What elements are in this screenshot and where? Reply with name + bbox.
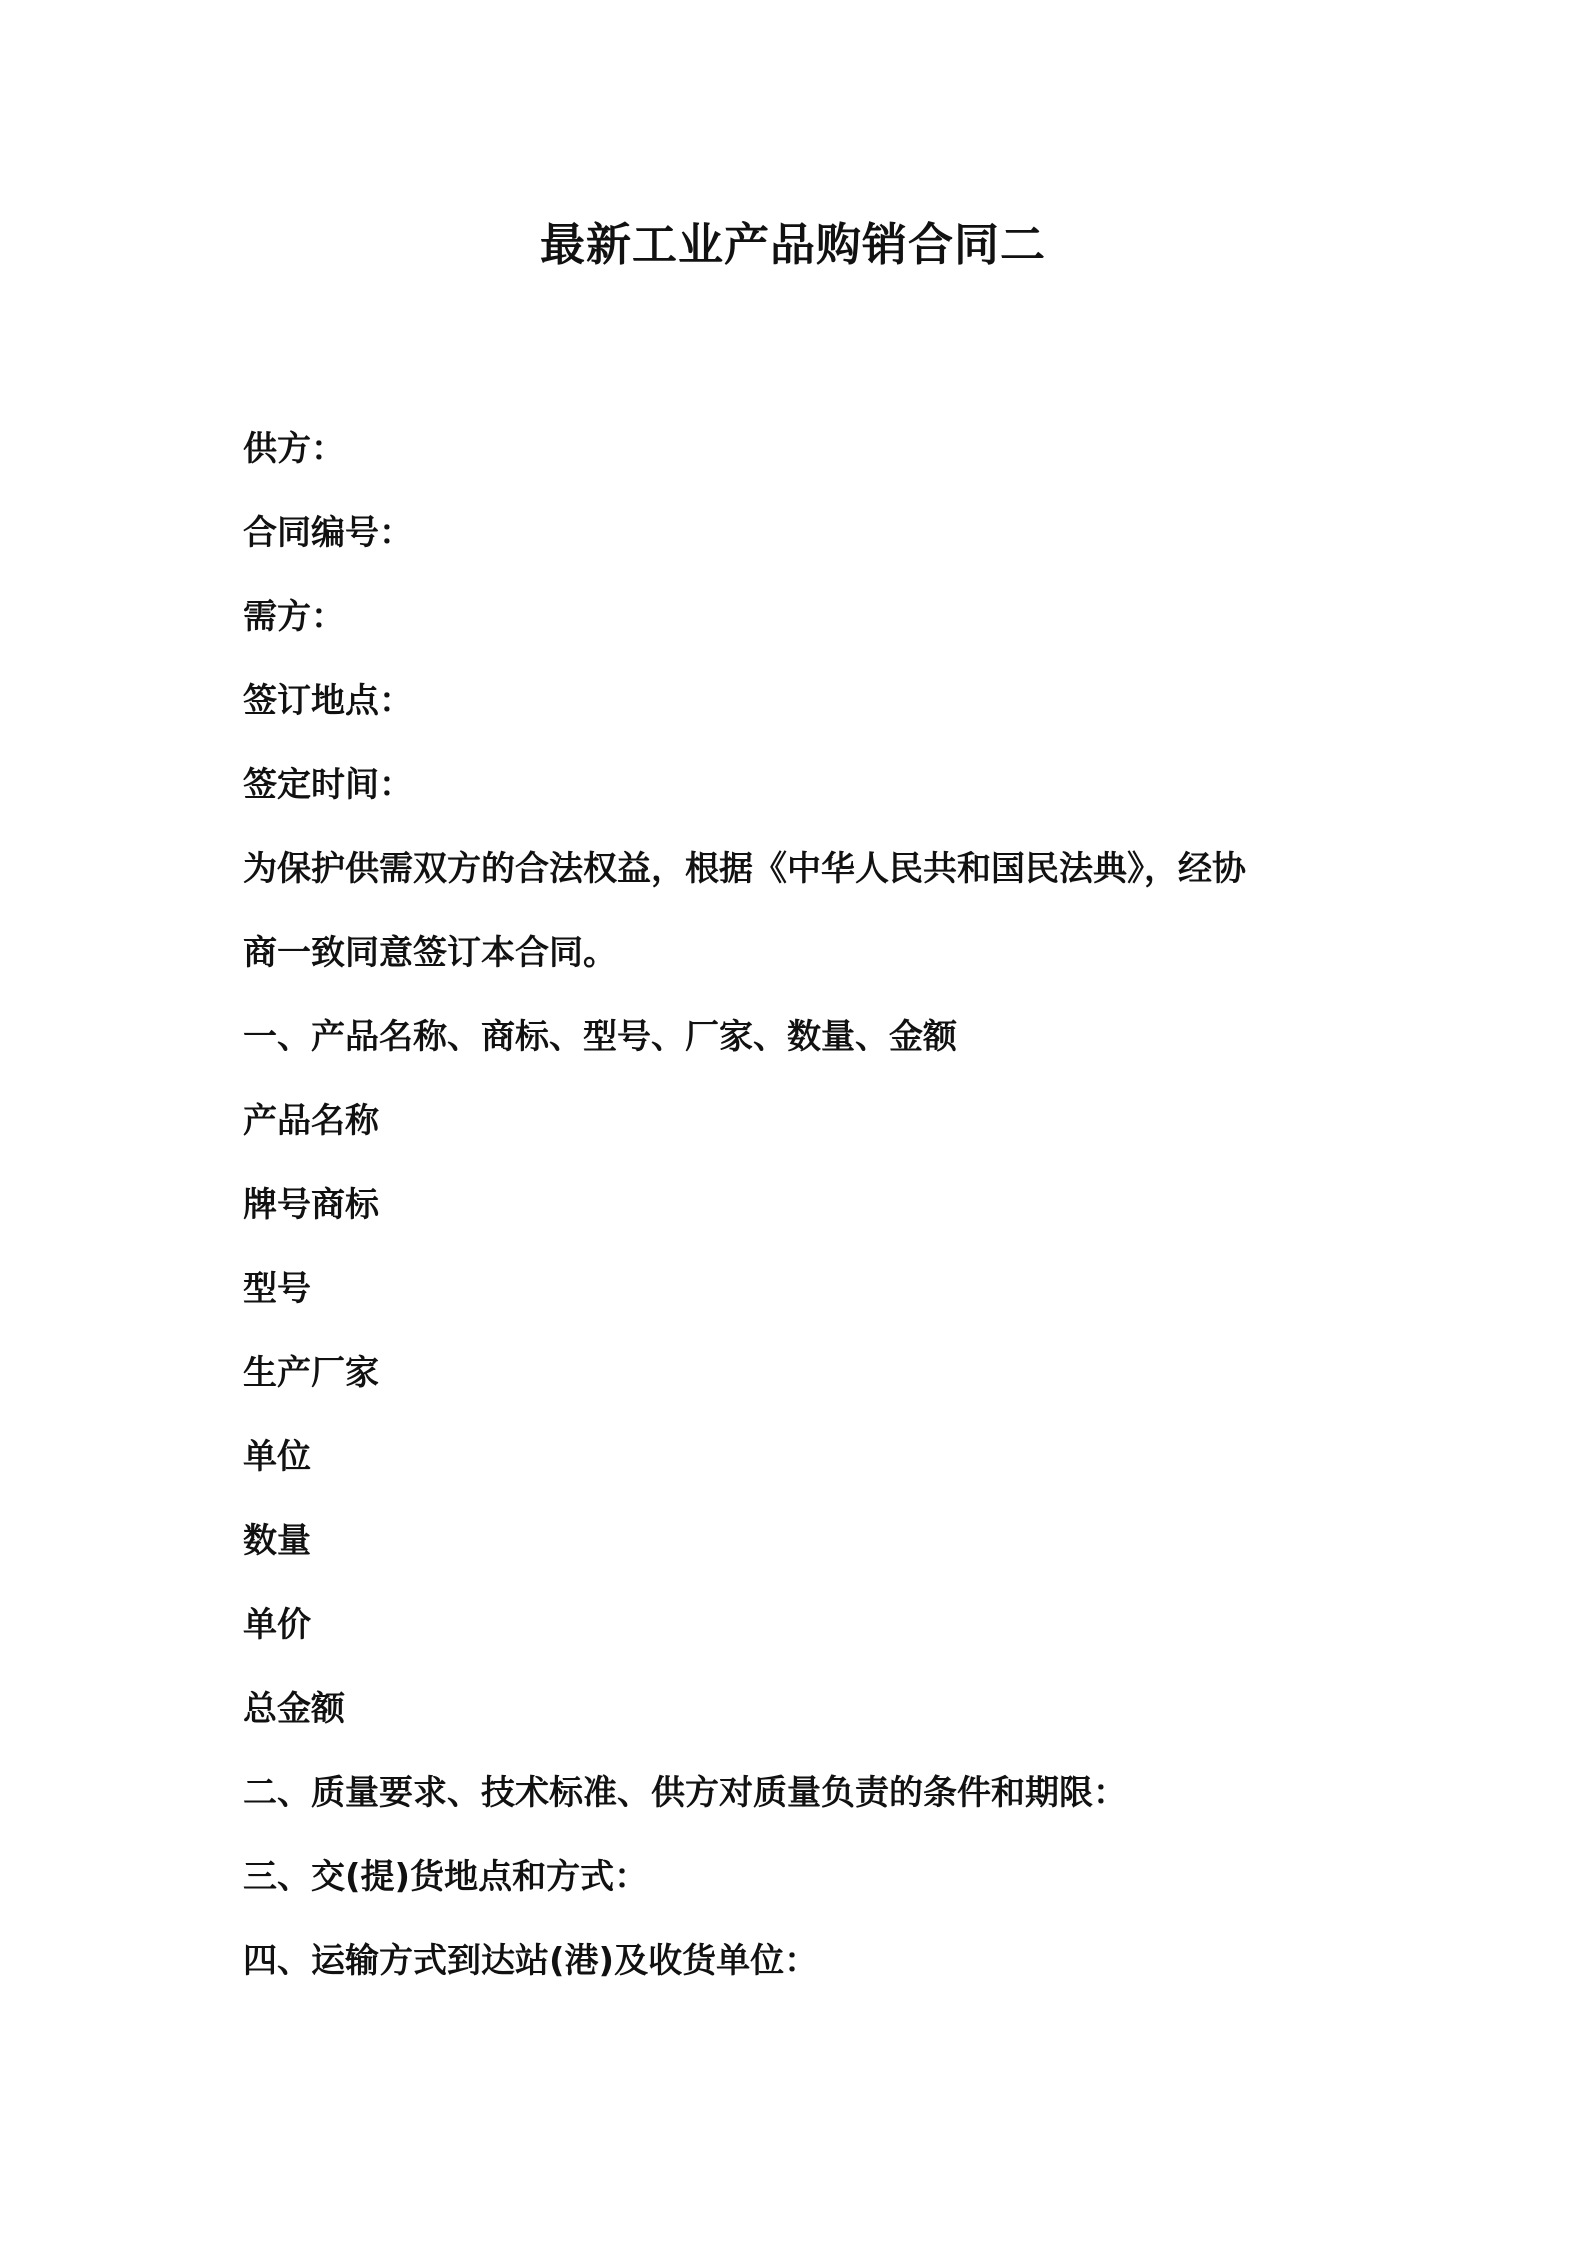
field-supplier: 供方： — [243, 429, 345, 469]
item-total-amount: 总金额 — [243, 1689, 345, 1729]
item-brand-trademark: 牌号商标 — [243, 1185, 379, 1225]
preamble-line-1: 为保护供需双方的合法权益，根据《中华人民共和国民法典》，经协 — [243, 849, 1246, 889]
preamble-line-2: 商一致同意签订本合同。 — [243, 933, 617, 973]
item-unit: 单位 — [243, 1437, 311, 1477]
field-buyer: 需方： — [243, 597, 345, 637]
field-signing-time: 签定时间： — [243, 765, 413, 805]
item-model: 型号 — [243, 1269, 311, 1309]
section-2-heading: 二、质量要求、技术标准、供方对质量负责的条件和期限： — [243, 1773, 1127, 1813]
section-1-heading: 一、产品名称、商标、型号、厂家、数量、金额 — [243, 1017, 957, 1057]
field-contract-number: 合同编号： — [243, 513, 413, 553]
item-unit-price: 单价 — [243, 1605, 311, 1645]
field-signing-place: 签订地点： — [243, 681, 413, 721]
section-3-heading: 三、交(提)货地点和方式： — [243, 1857, 649, 1897]
item-quantity: 数量 — [243, 1521, 311, 1561]
section-4-heading: 四、运输方式到达站(港)及收货单位： — [243, 1941, 819, 1981]
document-body — [243, 407, 1373, 2003]
document-title: 最新工业产品购销合同二 — [539, 218, 1046, 271]
item-product-name: 产品名称 — [243, 1101, 379, 1141]
item-manufacturer: 生产厂家 — [243, 1353, 379, 1393]
